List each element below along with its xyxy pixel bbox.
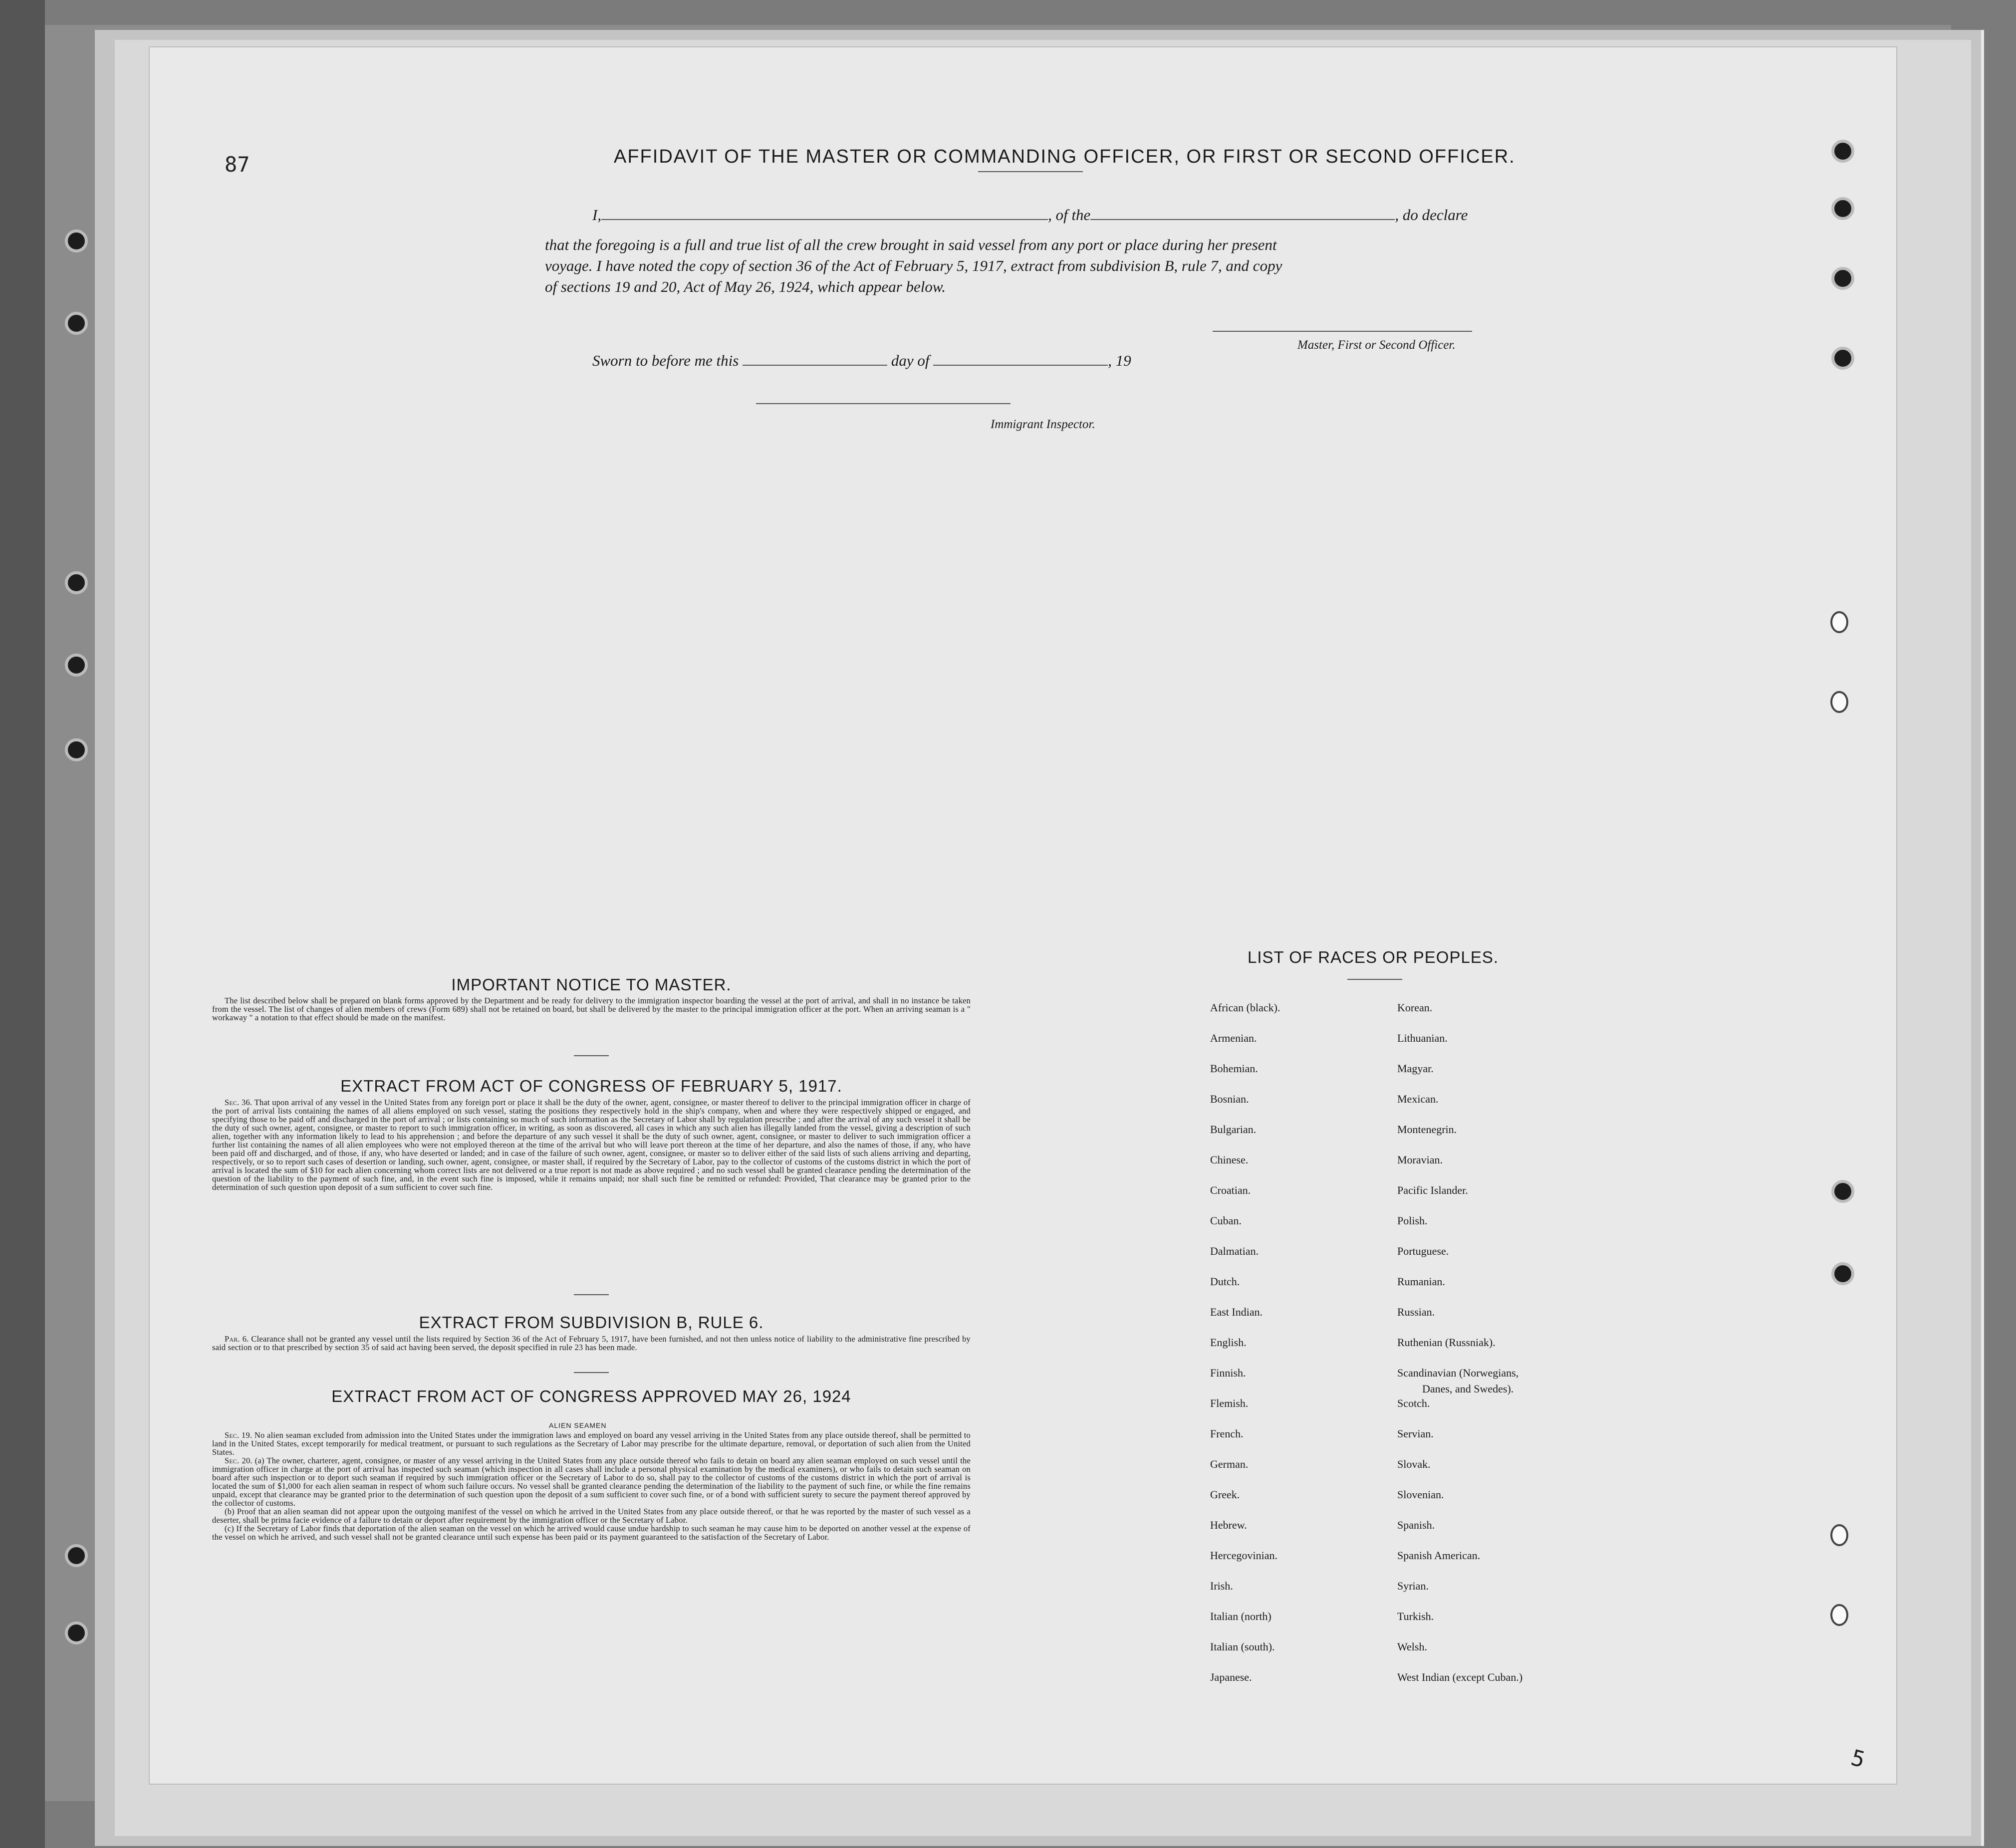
race-entry: Lithuanian. [1397,1032,1448,1044]
affidavit-line-2: that the foregoing is a full and true list of all the crew brought in said vessel from any port or place during her present [545,236,1277,253]
race-entry: Spanish. [1397,1519,1435,1531]
race-entry: Hercegovinian. [1210,1549,1277,1562]
handwritten-mark: 5 [1848,1745,1868,1773]
do-declare-label: , do declare [1395,206,1468,224]
notice-title: IMPORTANT NOTICE TO MASTER. [451,975,732,994]
of-the-label: , of the [1048,206,1091,224]
races-title-underline [1347,979,1402,980]
rule6-body [212,1335,971,1352]
race-entry: Korean. [1397,1001,1433,1014]
sec19-text: No alien seaman excluded from admission into the United States under the immigration laws and employed on board any vessel arriving in the United States from any place outside thereof, shall be permitted to land in the United States, except temporarily for medical treatment, or pursuant to such regulations as the Secretary of Labor may prescribe for the ultimate departure, removal, or deportation of such alien from the United States. [212,1430,971,1457]
notice-body: The list described below shall be prepared on blank forms approved by the Department and be ready for delivery to the immigration inspector boarding the vessel at the port of arrival, and shall in no instance be taken from the vessel. The list of changes of alien members of crews (Form 689) shall not be retained on board, but shall be delivered by the master to the principal immigration officer at the port. When an arriving seaman is a " workaway " a notation to that effect should be made on the manifest. [212,996,971,1022]
punch-hole [1831,197,1854,220]
binder-hole [65,230,88,252]
race-entry: Montenegrin. [1397,1123,1457,1136]
sec20a-paragraph [212,1456,971,1507]
signature-label: Master, First or Second Officer. [1297,338,1456,352]
par6-label: Par. 6. [225,1334,249,1344]
punch-hole [1830,1604,1848,1626]
signature-line [1213,331,1472,332]
race-entry: Portuguese. [1397,1245,1449,1257]
sec36-label: Sec. 36. [225,1098,252,1107]
sec20b-paragraph: (b) Proof that an alien seaman did not appear upon the outgoing manifest of the vessel on which he arrived in the United States from any place outside thereof, or that he was reported by the master of such vessel as a deserter, shall be prima facie evidence of a failure to detain or deport after requirement by the immigration officer or the Secretary of Labor. [212,1507,971,1525]
sec19-label: Sec. 19. [225,1430,252,1440]
binder-hole [65,312,88,335]
inspector-signature-line [756,403,1010,404]
race-entry: Bosnian. [1210,1093,1249,1105]
race-entry: Armenian. [1210,1032,1257,1044]
sworn-day-blank [743,365,887,366]
race-entry: Polish. [1397,1214,1428,1227]
race-entry: Greek. [1210,1488,1240,1501]
sec20c-paragraph: (c) If the Secretary of Labor finds that deportation of the alien seaman on the vessel on which he arrived would cause undue hardship to such seaman he may cause him to be deported on another vessel at the expense of the vessel on which he arrived, and such vessel shall not be granted clearance until such expense has been paid or its payment guaranteed to the satisfaction of the Secretary of Labor. [212,1524,971,1542]
race-entry: Magyar. [1397,1062,1434,1075]
race-entry: Danes, and Swedes). [1422,1383,1514,1395]
punch-hole [1830,1524,1848,1546]
sec20a-text: (a) The owner, charterer, agent, consignee, or master of any vessel arriving in the United States from any place outside thereof who fails to detain on board any alien seaman employed on such vessel until the immigration officer in charge at the port of arrival has inspected such seaman (which inspection in all cases shall include a personal physical examination by the medical examiners), or who fails to detain such seaman on board after such inspection or to deport such seaman if required by such immigration officer or the Secretary of Labor to do so, shall pay to the collector of customs of the customs district in which the port of arrival is located the sum of $1,000 for each alien seaman in respect of whom such failure occurs. No vessel shall be granted clearance pending the determination of the liability to the payment of such fine, or while the fine remains unpaid, except that clearance may be granted prior to the determination of such question upon the deposit of a sum sufficient to cover such fine, or of a bond with sufficient surety to secure the payment thereof approved by the collector of customs. [212,1456,971,1508]
race-entry: Cuban. [1210,1214,1242,1227]
extract-1924-body [212,1431,971,1541]
vessel-blank [1090,219,1395,220]
punch-hole [1831,1262,1854,1285]
affidavit-line-1 [592,205,1515,225]
race-entry: Bohemian. [1210,1062,1258,1075]
race-entry: Welsh. [1397,1640,1427,1653]
race-entry: Pacific Islander. [1397,1184,1468,1196]
extract-1924-title: EXTRACT FROM ACT OF CONGRESS APPROVED MAY 26, 1924 [331,1387,851,1405]
race-entry: Russian. [1397,1306,1435,1318]
race-entry: Slovenian. [1397,1488,1444,1501]
name-blank [601,219,1048,220]
binder-hole [65,738,88,761]
section-divider [574,1372,609,1373]
inspector-label: Immigrant Inspector. [991,418,1095,431]
race-entry: Ruthenian (Russniak). [1397,1336,1496,1349]
race-entry: Spanish American. [1397,1549,1481,1562]
binder-hole [65,1621,88,1644]
race-entry: Italian (south). [1210,1640,1275,1653]
race-entry: Slovak. [1397,1458,1431,1470]
punch-hole [1830,691,1848,713]
par6-text: Clearance shall not be granted any vessel until the lists required by Section 36 of the Act of February 5, 1917, have been furnished, and not then unless notice of liability to the administrative fine prescribed by said section or to that prescribed by section 35 of said act having been served, the deposit specified in rule 23 has been made. [212,1334,971,1352]
sworn-prefix: Sworn to before me this [592,352,739,369]
race-entry: Dutch. [1210,1275,1240,1288]
race-entry: Scandinavian (Norwegians, [1397,1367,1519,1379]
punch-hole [1830,611,1848,633]
rule6-title: EXTRACT FROM SUBDIVISION B, RULE 6. [419,1313,764,1332]
race-entry: Servian. [1397,1427,1434,1440]
race-entry: African (black). [1210,1001,1280,1014]
race-entry: Japanese. [1210,1671,1252,1683]
race-entry: West Indian (except Cuban.) [1397,1671,1523,1683]
punch-hole [1831,267,1854,290]
race-entry: Hebrew. [1210,1519,1247,1531]
race-entry: Mexican. [1397,1093,1439,1105]
title-underline [978,171,1083,172]
punch-hole [1831,1180,1854,1203]
page-number: 87 [225,152,250,177]
race-entry: Flemish. [1210,1397,1249,1409]
race-entry: French. [1210,1427,1244,1440]
race-entry: Irish. [1210,1580,1233,1592]
affidavit-line-4: of sections 19 and 20, Act of May 26, 1924, which appear below. [545,278,946,295]
race-entry: Chinese. [1210,1154,1249,1166]
race-entry: Scotch. [1397,1397,1430,1409]
binder-hole [65,654,88,677]
race-entry: Italian (north) [1210,1610,1271,1622]
binder-hole [65,571,88,594]
sec36-text: That upon arrival of any vessel in the United States from any foreign port or place it shall be the duty of the owner, agent, consignee, or master thereof to deliver to the principal immigration officer in charge of the port of arrival lists containing the names of all aliens employed on such vessel, stating the positions they respectively hold in the ship's company, when and where they were respectively shipped or engaged, and specifying those to be paid off and discharged in the port of arrival ; or lists containing so much of such information as the Secretary of Labor shall by regulation prescribe ; and after the arrival of any such vessel it shall be the duty of such owner, agent, consignee, or master to report to such immigration officer, in writing, as soon as discovered, all cases in which any such alien has illegally landed from the vessel, giving a description of such alien, together with any information likely to lead to his apprehension ; and before the departure of any such vessel it shall be the duty of such owner, agent, consignee, or master to deliver to such immigration officer a further list containing the names of all alien employees who were not employed thereon at the time of the arrival but who will leave port thereon at the time of her departure, and also the names of those, if any, who have been paid off and discharged, and of those, if any, who have deserted or landed; and in case of the failure of such owner, agent, consignee, or master so to deliver either of the said lists of such aliens arriving and departing, respectively, or so to report such cases of desertion or landing, such owner, agent, consignee, or master shall, if required by the Secretary of Labor, pay to the collector of customs of the customs district in which the port of arrival is located the sum of $10 for each alien concerning whom correct lists are not delivered or a true report is not made as above required ; and no such vessel shall be granted clearance pending the determination of the question of the liability to the payment of such fine, and, in the event such fine is imposed, while it remains unpaid; nor shall such fine be remitted or refunded: Provided, That clearance may be granted prior to the determination of such question upon deposit of a sum sufficient to cover such fine. [212,1098,971,1192]
race-entry: English. [1210,1336,1247,1349]
affidavit-line-3: voyage. I have noted the copy of section 36 of the Act of February 5, 1917, extract from subdivision B, rule 7, and copy [545,257,1282,274]
section-divider [574,1294,609,1295]
race-entry: Syrian. [1397,1580,1429,1592]
i-label: I, [592,206,602,224]
race-entry: Croatian. [1210,1184,1251,1196]
punch-hole [1831,347,1854,370]
extract-1917-title: EXTRACT FROM ACT OF CONGRESS OF FEBRUARY 5, 1917. [340,1077,842,1095]
sworn-month-blank [933,365,1108,366]
binder-hole [65,1544,88,1567]
extract-1924-subtitle: ALIEN SEAMEN [549,1421,607,1429]
race-entry: Turkish. [1397,1610,1434,1622]
race-entry: Moravian. [1397,1154,1443,1166]
sworn-line [592,352,1131,370]
scanner-edge [0,0,45,1848]
race-entry: Rumanian. [1397,1275,1445,1288]
affidavit-title: AFFIDAVIT OF THE MASTER OR COMMANDING OFFICER, OR FIRST OR SECOND OFFICER. [614,146,1515,167]
race-entry: Finnish. [1210,1367,1246,1379]
race-entry: Bulgarian. [1210,1123,1257,1136]
races-title: LIST OF RACES OR PEOPLES. [1248,948,1499,966]
day-of-label: day of [891,352,930,369]
section-divider [574,1055,609,1056]
race-entry: Dalmatian. [1210,1245,1259,1257]
year-label: , 19 [1108,352,1131,369]
sec19-paragraph [212,1431,971,1456]
extract-1917-body [212,1098,971,1191]
punch-hole [1831,140,1854,163]
sec20-label: Sec. 20. [225,1456,252,1465]
race-entry: German. [1210,1458,1249,1470]
race-entry: East Indian. [1210,1306,1263,1318]
